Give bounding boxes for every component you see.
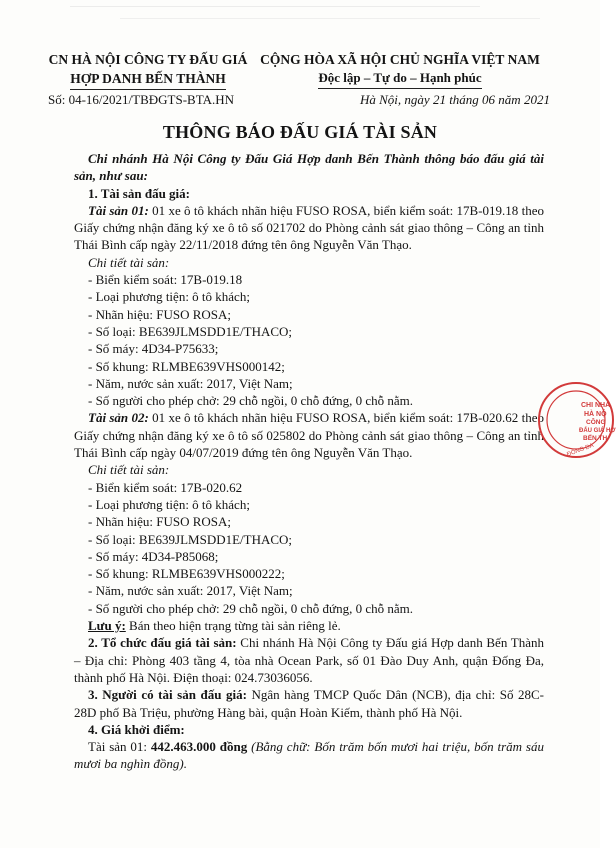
note-label: Lưu ý: — [88, 618, 126, 634]
document-title: THÔNG BÁO ĐẤU GIÁ TÀI SẢN — [162, 122, 438, 142]
country-name: CỘNG HÒA XÃ HỘI CHỦ NGHĨA VIỆT NAM — [260, 52, 540, 67]
starting-price-words: (Bằng chữ: Bốn trăm bốn mươi hai triệu, bốn trăm sáu mươi ba nghìn đồng). — [74, 739, 544, 772]
asset-1-detail: - Năm, nước sản xuất: 2017, Việt Nam; — [88, 375, 293, 391]
starting-price-paragraph — [74, 738, 544, 773]
asset-1-label: Tài sản 01: — [88, 202, 149, 218]
section-1-heading: 1. Tài sản đấu giá: — [88, 185, 190, 201]
national-header — [250, 50, 550, 89]
section-2-paragraph — [74, 634, 544, 686]
asset-2-paragraph — [74, 409, 544, 461]
asset-1-detail-label: Chi tiết tài sản: — [88, 254, 170, 270]
asset-2-detail: - Nhãn hiệu: FUSO ROSA; — [88, 514, 232, 530]
section-2-text: Chi nhánh Hà Nội Công ty Đấu giá Hợp danh Bến Thành – Địa chỉ: Phòng 403 tầng 4, tòa nhà Ocean Park, số 01 Đào Duy Anh, quận Đống Đa, thành phố Hà Nội. Điện thoại: 024.73036056. — [74, 635, 545, 685]
national-motto: Độc lập – Tự do – Hạnh phúc — [318, 69, 481, 89]
asset-2-detail: - Năm, nước sản xuất: 2017, Việt Nam; — [88, 583, 293, 599]
asset-1-detail: - Số khung: RLMBE639VHS000142; — [88, 358, 285, 374]
starting-price-prefix: Tài sản 01: — [88, 739, 151, 755]
section-2-heading: 2. Tổ chức đấu giá tài sản: — [88, 635, 237, 651]
asset-1-detail: - Biển kiểm soát: 17B-019.18 — [88, 272, 243, 288]
asset-2-detail: - Số người cho phép chở: 29 chỗ ngồi, 0 chỗ đứng, 0 chỗ nằm. — [88, 600, 413, 616]
asset-2-detail: - Loại phương tiện: ô tô khách; — [88, 496, 250, 512]
asset-1-detail: - Nhãn hiệu: FUSO ROSA; — [88, 306, 232, 322]
seal-text: CÔNG — [586, 419, 606, 426]
seal-text: CHI NHÁ — [581, 402, 611, 409]
asset-2-detail: - Số loại: BE639JLMSDD1E/THACO; — [88, 531, 293, 547]
note-paragraph — [74, 617, 544, 634]
asset-1-detail: - Số người cho phép chở: 29 chỗ ngồi, 0 chỗ đứng, 0 chỗ nằm. — [88, 393, 413, 409]
ghost-line — [120, 18, 540, 19]
seal-text: HÀ NỘ — [584, 411, 607, 418]
asset-1-paragraph — [74, 202, 544, 254]
asset-2-detail: - Số máy: 4D34-P85068; — [88, 548, 219, 564]
seal-text: ĐỐNG ĐA — [566, 442, 595, 459]
seal-text: BẾN TH — [583, 435, 608, 442]
asset-2-detail: - Số khung: RLMBE639VHS000222; — [88, 566, 285, 582]
section-3-text: Ngân hàng TMCP Quốc Dân (NCB), địa chỉ: Số 28C-28D phố Bà Triệu, phường Hàng bài, quận Hoàn Kiếm, thành phố Hà Nội. — [74, 687, 544, 720]
organization-header — [48, 50, 248, 90]
company-seal — [536, 380, 616, 460]
section-3-heading: 3. Người có tài sản đấu giá: — [88, 687, 247, 703]
ghost-line — [70, 6, 480, 7]
asset-2-text: 01 xe ô tô khách nhãn hiệu FUSO ROSA, biển kiểm soát: 17B-020.62 theo Giấy chứng nhận đăng ký xe ô tô số 025802 do Phòng cảnh sát giao thông – Công an tỉnh Thái Bình cấp ngày 04/07/2019 đứng tên ông Nguyễn Văn Thạo. — [74, 410, 544, 461]
org-name-line2: HỢP DANH BẾN THÀNH — [70, 69, 225, 90]
section-4-heading: 4. Giá khởi điểm: — [88, 721, 185, 737]
asset-2-detail: - Biển kiểm soát: 17B-020.62 — [88, 479, 243, 495]
asset-1-detail: - Loại phương tiện: ô tô khách; — [88, 289, 250, 305]
asset-2-label: Tài sản 02: — [88, 410, 149, 426]
org-name-line1: CN HÀ NỘI CÔNG TY ĐẤU GIÁ — [48, 52, 248, 67]
asset-1-detail: - Số máy: 4D34-P75633; — [88, 341, 219, 357]
section-3-paragraph — [74, 686, 544, 721]
document-body — [74, 150, 544, 773]
asset-1-detail: - Số loại: BE639JLMSDD1E/THACO; — [88, 323, 293, 339]
note-text: Bán theo hiện trạng từng tài sản riêng lẻ. — [125, 618, 341, 634]
asset-1-text: 01 xe ô tô khách nhãn hiệu FUSO ROSA, biển kiểm soát: 17B-019.18 theo Giấy chứng nhận đăng ký xe ô tô số 021702 do Phòng cảnh sát giao thông – Công an tỉnh Thái Bình cấp ngày 22/11/2018 đứng tên ông Nguyễn Văn Thạo. — [74, 202, 544, 253]
intro-paragraph: Chi nhánh Hà Nội Công ty Đấu Giá Hợp danh Bến Thành thông báo đấu giá tài sản, như sau: — [74, 151, 544, 184]
starting-price-amount: 442.463.000 đồng — [150, 739, 248, 755]
seal-text: ĐẤU GIÁ HỢ — [579, 428, 616, 434]
place-date: Hà Nội, ngày 21 tháng 06 năm 2021 — [360, 92, 550, 107]
asset-2-detail-label: Chi tiết tài sản: — [88, 462, 170, 478]
document-number: Số: 04-16/2021/TBĐGTS-BTA.HN — [48, 92, 235, 107]
